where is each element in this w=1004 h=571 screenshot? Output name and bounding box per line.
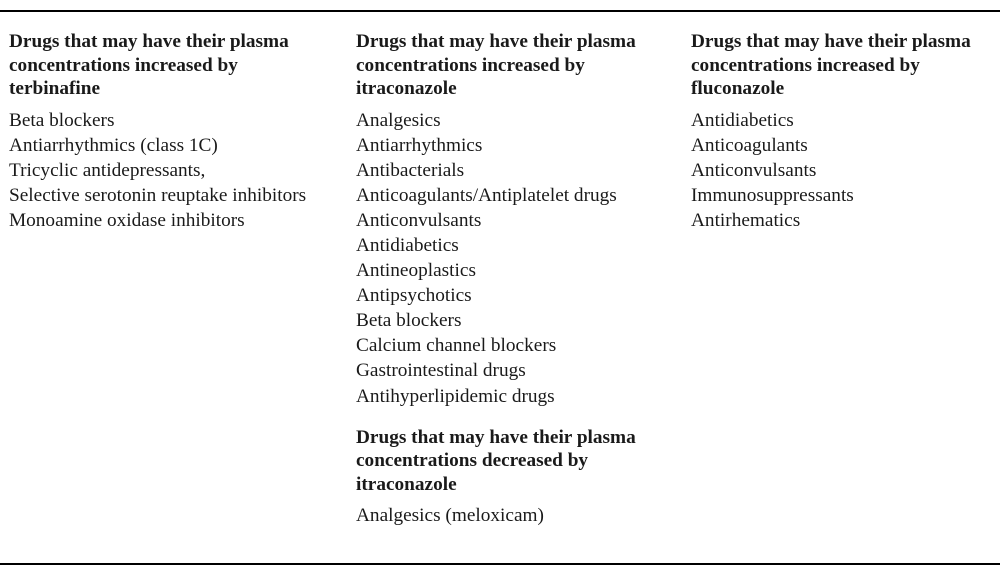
list-item: Antidiabetics bbox=[691, 109, 794, 131]
list-item: Antirhematics bbox=[691, 209, 801, 231]
column-itraconazole bbox=[356, 30, 686, 528]
list-item: Tricyclic antidepressants, bbox=[9, 159, 206, 181]
list-item: Antiarrhythmics bbox=[356, 134, 483, 156]
decreased-section bbox=[356, 426, 686, 529]
list-item: Antiarrhythmics (class 1C) bbox=[9, 134, 218, 156]
list-item: Gastrointestinal drugs bbox=[356, 360, 526, 382]
list-item: Beta blockers bbox=[9, 109, 115, 131]
list-item: Beta blockers bbox=[356, 310, 462, 332]
drug-list bbox=[356, 108, 686, 409]
top-rule bbox=[0, 10, 1000, 12]
drug-list bbox=[9, 108, 349, 233]
list-item: Immunosuppressants bbox=[691, 184, 854, 206]
list-item: Anticoagulants/Antiplatelet drugs bbox=[356, 184, 617, 206]
list-item: Monoamine oxidase inhibitors bbox=[9, 209, 245, 231]
bottom-rule bbox=[0, 563, 1000, 565]
list-item: Antineoplastics bbox=[356, 260, 476, 282]
list-item: Anticonvulsants bbox=[356, 209, 482, 231]
column-heading: Drugs that may have their plasma concentrations increased by fluconazole bbox=[691, 31, 971, 99]
list-item: Anticonvulsants bbox=[691, 159, 817, 181]
list-item: Selective serotonin reuptake inhibitors bbox=[9, 184, 307, 206]
list-item: Calcium channel blockers bbox=[356, 335, 557, 357]
list-item: Antibacterials bbox=[356, 159, 465, 181]
column-heading: Drugs that may have their plasma concentrations increased by itraconazole bbox=[356, 31, 636, 99]
column-terbinafine bbox=[9, 30, 349, 233]
column-heading: Drugs that may have their plasma concentrations increased by terbinafine bbox=[9, 31, 289, 99]
list-item: Analgesics (meloxicam) bbox=[356, 505, 544, 527]
drug-list bbox=[356, 503, 686, 528]
list-item: Antidiabetics bbox=[356, 234, 459, 256]
column-fluconazole bbox=[691, 30, 1001, 233]
list-item: Antipsychotics bbox=[356, 285, 472, 307]
list-item: Antihyperlipidemic drugs bbox=[356, 385, 555, 407]
list-item: Anticoagulants bbox=[691, 134, 808, 156]
section-heading: Drugs that may have their plasma concentrations decreased by itraconazole bbox=[356, 426, 636, 495]
list-item: Analgesics bbox=[356, 109, 441, 131]
drug-list bbox=[691, 108, 1001, 233]
